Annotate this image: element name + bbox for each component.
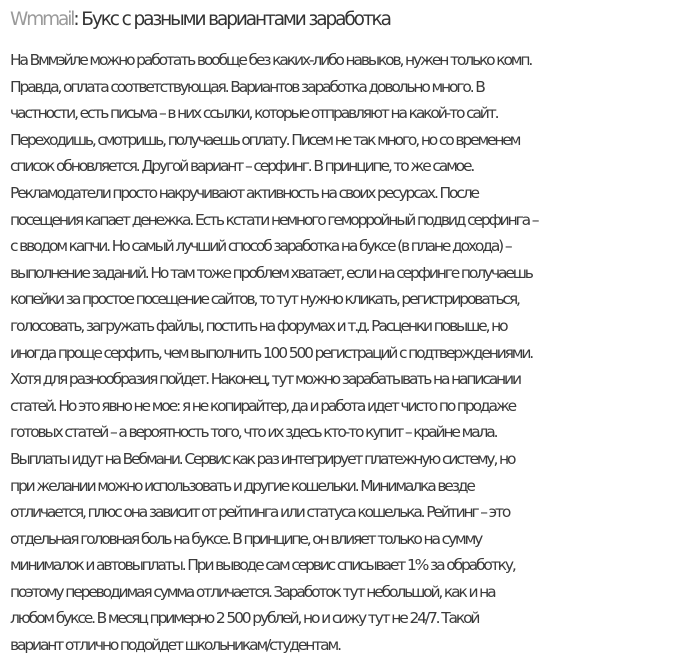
article-heading xyxy=(10,6,690,34)
body-line: посещения капает денежка. Есть кстати немного геморройный подвид серфинга – xyxy=(10,210,538,229)
article-body xyxy=(10,47,690,659)
body-line: статей. Но это явно не мое: я не копирайтер, да и работа идет чисто по продаже xyxy=(10,396,516,415)
site-name: Wmmail xyxy=(10,9,74,30)
body-line: при желании можно использовать и другие кошельки. Минималка везде xyxy=(10,476,474,495)
body-line: готовых статей – а вероятность того, что их здесь кто-то купит – крайне мала. xyxy=(10,423,497,442)
body-line: вариант отлично подойдет школьникам/студентам. xyxy=(10,636,340,655)
heading-title: Букс с разными вариантами заработка xyxy=(77,9,390,30)
body-line: отдельная головная боль на буксе. В принципе, он влияет только на сумму xyxy=(10,529,482,548)
body-line: голосовать, загружать файлы, постить на форумах и т.д. Расценки повыше, но xyxy=(10,316,507,335)
body-line: поэтому переводимая сумма отличается. Заработок тут небольшой, как и на xyxy=(10,582,495,601)
body-line: частности, есть письма – в них ссылки, которые отправляют на какой-то сайт. xyxy=(10,104,498,123)
body-line: Выплаты идут на Вебмани. Сервис как раз интегрирует платежную систему, но xyxy=(10,449,515,468)
body-line: отличается, плюс она зависит от рейтинга или статуса кошелька. Рейтинг – это xyxy=(10,503,510,522)
body-line: На Вммэйле можно работать вообще без каких-либо навыков, нужен только комп. xyxy=(10,51,532,69)
body-line: минималок и автовыплаты. При выводе сам сервис списывает 1% за обработку, xyxy=(10,556,515,575)
body-line: Правда, оплата соответствующая. Вариантов заработка довольно много. В xyxy=(10,77,484,96)
body-line: иногда проще серфить, чем выполнить 100 500 регистраций с подтверждениями. xyxy=(10,343,533,362)
body-line: копейки за простое посещение сайтов, то тут нужно кликать, регистрироваться, xyxy=(10,290,519,309)
body-line: список обновляется. Другой вариант – серфинг. В принципе, то же самое. xyxy=(10,157,474,176)
body-line: с вводом капчи. Но самый лучший способ заработка на буксе (в плане дохода) – xyxy=(10,237,511,256)
body-line: Рекламодатели просто накручивают активность на своих ресурсах. После xyxy=(10,183,478,202)
heading-separator: : xyxy=(73,9,78,30)
body-line: выполнение заданий. Но там тоже проблем хватает, если на серфинге получаешь xyxy=(10,263,532,282)
body-line: любом буксе. В месяц примерно 2 500 рублей, но и сижу тут не 24/7. Такой xyxy=(10,609,479,628)
body-line: Переходишь, смотришь, получаешь оплату. Писем не так много, но со временем xyxy=(10,130,520,149)
body-line: Хотя для разнообразия пойдет. Наконец, тут можно зарабатывать на написании xyxy=(10,370,520,389)
